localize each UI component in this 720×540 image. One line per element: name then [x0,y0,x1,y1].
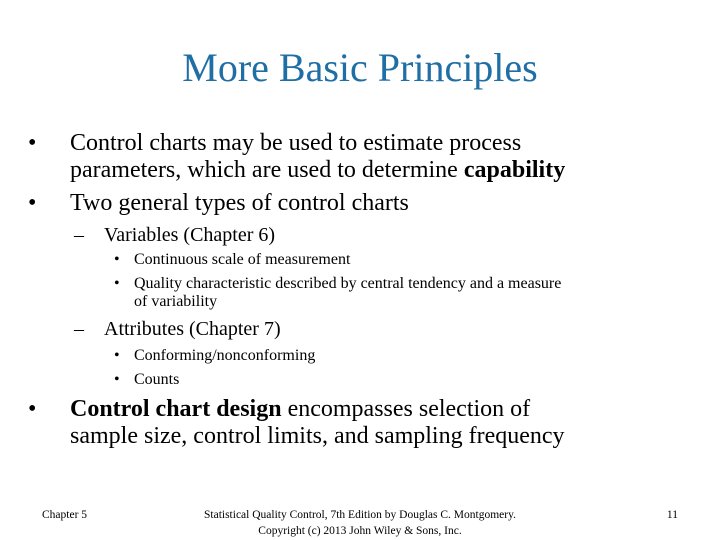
bullet-text-line1: Control charts may be used to estimate process [70,130,522,156]
dash-marker: – [74,318,84,340]
sub-bullet-text: Variables (Chapter 6) [104,224,276,246]
bullet-text-line2: sample size, control limits, and sampling frequency [70,423,565,449]
bullet-text-line2-pre: parameters, which are used to determine [70,157,464,183]
footer-copyright [160,507,560,539]
chart-design-bold: Control chart design [70,396,282,422]
dash-marker: – [74,224,84,246]
bullet-marker: • [114,275,120,292]
footer-copyright-line1: Statistical Quality Control, 7th Edition by Douglas C. Montgomery. [204,509,516,521]
sub-sub-bullet-text-line2: of variability [134,293,218,310]
sub-bullet-text: Attributes (Chapter 7) [104,318,281,340]
footer-page-number: 11 [666,509,678,521]
sub-sub-bullet-text: Continuous scale of measurement [134,251,351,268]
bullet-text-line2 [70,157,565,184]
bullet-text-line1-rest: encompasses selection of [281,396,531,422]
bullet-marker: • [28,130,37,156]
bullet-marker: • [114,347,120,364]
footer-copyright-line2: Copyright (c) 2013 John Wiley & Sons, Inc. [258,525,462,537]
bullet-text: Two general types of control charts [70,190,409,216]
sub-sub-bullet-text: Counts [134,371,180,388]
bullet-marker: • [28,190,37,216]
bullet-text-line1 [70,396,530,423]
sub-sub-bullet-text: Conforming/nonconforming [134,347,316,364]
sub-sub-bullet-text-line1: Quality characteristic described by central tendency and a measure [134,275,562,292]
bullet-marker: • [114,251,120,268]
slide-title: More Basic Principles [182,45,538,90]
footer-chapter: Chapter 5 [42,509,88,521]
bullet-marker: • [28,396,37,422]
capability-bold: capability [463,157,566,183]
bullet-marker: • [114,371,120,388]
